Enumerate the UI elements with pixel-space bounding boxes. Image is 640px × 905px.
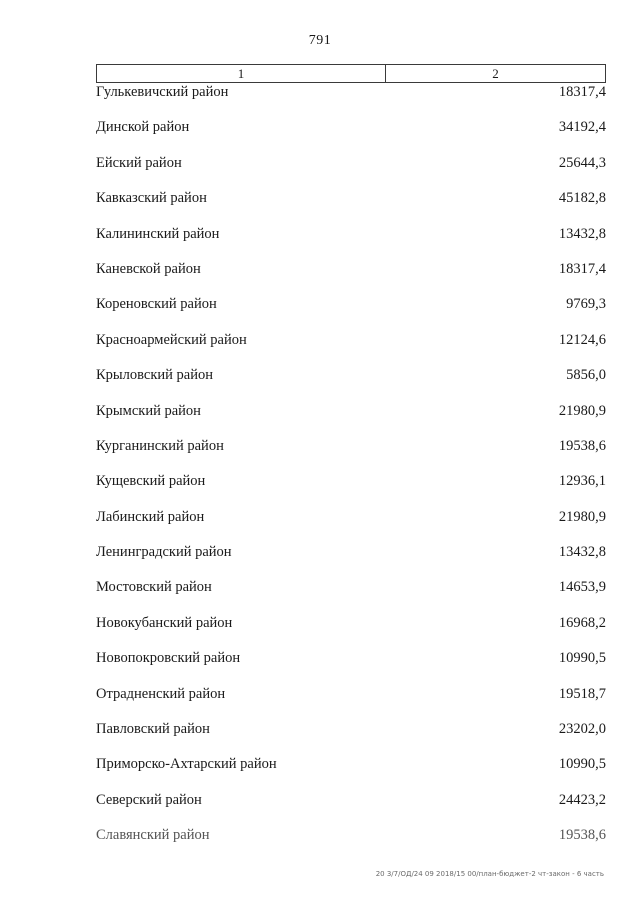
district-value: 45182,8 <box>558 190 606 207</box>
table-row <box>96 719 608 754</box>
district-name: Динской район <box>96 119 190 136</box>
district-value: 13432,8 <box>558 544 606 561</box>
district-value: 18317,4 <box>558 260 606 277</box>
district-value: 19518,7 <box>558 685 606 702</box>
district-value: 21980,9 <box>558 402 606 419</box>
district-value: 16968,2 <box>558 614 606 631</box>
table-row <box>96 790 608 825</box>
district-name: Кущевский район <box>96 473 206 490</box>
district-name: Ленинградский район <box>96 544 232 561</box>
district-name: Курганинский район <box>96 437 224 454</box>
district-value: 12124,6 <box>558 331 606 348</box>
table-row <box>96 188 608 223</box>
district-name: Мостовский район <box>96 579 212 596</box>
header-column-1: 1 <box>97 65 386 82</box>
table-row <box>96 613 608 648</box>
district-name: Лабинский район <box>96 508 205 525</box>
district-value: 5856,0 <box>566 367 606 384</box>
table-row <box>96 507 608 542</box>
district-value: 21980,9 <box>558 508 606 525</box>
district-value: 10990,5 <box>558 650 606 667</box>
district-name: Каневской район <box>96 260 201 277</box>
district-name: Приморско-Ахтарский район <box>96 756 277 773</box>
district-value: 34192,4 <box>558 119 606 136</box>
table-row <box>96 259 608 294</box>
district-name: Кореновский район <box>96 296 217 313</box>
district-name: Новокубанский район <box>96 614 233 631</box>
district-value: 12936,1 <box>558 473 606 490</box>
table-row <box>96 82 608 117</box>
table-row <box>96 224 608 259</box>
district-value: 19538,6 <box>558 437 606 454</box>
table-row <box>96 436 608 471</box>
table-row <box>96 542 608 577</box>
table-row <box>96 117 608 152</box>
table-row <box>96 153 608 188</box>
table-row <box>96 648 608 683</box>
district-name: Красноармейский район <box>96 331 247 348</box>
district-value: 13432,8 <box>558 225 606 242</box>
district-value: 24423,2 <box>558 791 606 808</box>
district-name: Новопокровский район <box>96 650 241 667</box>
district-value: 18317,4 <box>558 84 606 100</box>
table-row <box>96 684 608 719</box>
district-name: Крыловский район <box>96 367 213 384</box>
district-name: Северский район <box>96 791 202 808</box>
district-value: 19538,6 <box>558 827 606 844</box>
page-number: 791 <box>308 33 332 48</box>
table-row <box>96 294 608 329</box>
table-row <box>96 825 608 860</box>
district-name: Павловский район <box>96 721 210 738</box>
table-row <box>96 471 608 506</box>
district-name: Крымский район <box>96 402 201 419</box>
table-header <box>96 64 606 83</box>
district-value: 10990,5 <box>558 756 606 773</box>
table-row <box>96 754 608 789</box>
district-value: 23202,0 <box>558 721 606 738</box>
district-name: Гулькевичский район <box>96 84 229 100</box>
district-name: Отрадненский район <box>96 685 226 702</box>
table-row <box>96 365 608 400</box>
table-row <box>96 401 608 436</box>
header-column-2: 2 <box>492 66 499 81</box>
table-row <box>96 330 608 365</box>
district-value: 25644,3 <box>558 154 606 171</box>
footer-note: 20 3/7/ОД/24 09 2018/15 00/план-бюджет-2 чт-закон - 6 часть <box>375 870 604 878</box>
district-value: 9769,3 <box>566 296 606 313</box>
district-name: Славянский район <box>96 827 210 844</box>
district-name: Ейский район <box>96 154 182 171</box>
table-row <box>96 577 608 612</box>
district-value: 14653,9 <box>558 579 606 596</box>
district-name: Калининский район <box>96 225 220 242</box>
district-list <box>96 82 608 861</box>
district-name: Кавказский район <box>96 190 207 207</box>
